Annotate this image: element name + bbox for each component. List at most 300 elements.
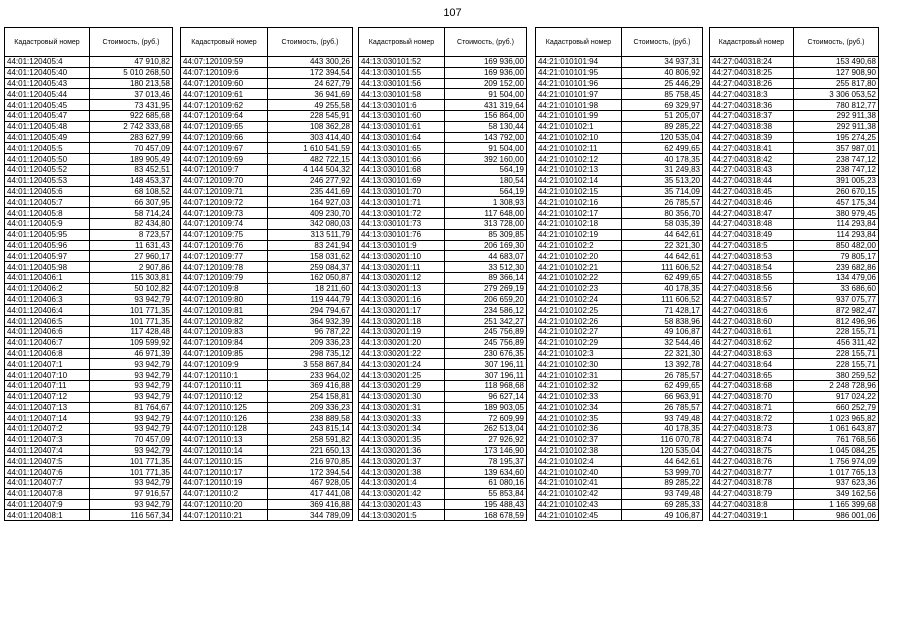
cadastral-number-cell: 44:21:010101:98 xyxy=(536,100,622,111)
cadastral-number-cell: 44:21:010102:14 xyxy=(536,175,622,186)
cadastral-number-cell: 44:01:120405:7 xyxy=(5,197,90,208)
table-row xyxy=(181,424,353,435)
cost-cell: 85 758,45 xyxy=(622,89,703,100)
cost-cell: 32 544,46 xyxy=(622,337,703,348)
cost-cell: 93 942,79 xyxy=(90,294,173,305)
cost-cell: 1 023 965,82 xyxy=(794,413,879,424)
header-cost: Стоимость, (руб.) xyxy=(794,28,879,57)
cost-cell: 228 155,71 xyxy=(794,326,879,337)
cadastral-number-cell: 44:07:120109:75 xyxy=(181,229,268,240)
cost-cell: 73 431,95 xyxy=(90,100,173,111)
cost-cell: 369 416,88 xyxy=(268,380,353,391)
table-row xyxy=(5,78,173,89)
table-row xyxy=(5,154,173,165)
cost-cell: 3 306 053,52 xyxy=(794,89,879,100)
cost-cell: 153 490,68 xyxy=(794,57,879,68)
table-row xyxy=(359,402,527,413)
cadastral-number-cell: 44:13:030201:13 xyxy=(359,283,445,294)
table-row xyxy=(359,326,527,337)
table-row xyxy=(181,197,353,208)
cadastral-table-2 xyxy=(180,27,353,521)
cadastral-number-cell: 44:21:010102:21 xyxy=(536,262,622,273)
cadastral-number-cell: 44:01:120407:6 xyxy=(5,467,90,478)
table-row xyxy=(710,132,879,143)
cost-cell: 83 241,94 xyxy=(268,240,353,251)
cost-cell: 1 165 399,68 xyxy=(794,499,879,510)
cadastral-number-cell: 44:13:030101:68 xyxy=(359,164,445,175)
table-row xyxy=(181,326,353,337)
table-row xyxy=(536,445,703,456)
table-row xyxy=(359,57,527,68)
table-row xyxy=(5,110,173,121)
table-row xyxy=(359,251,527,262)
cost-cell: 850 482,00 xyxy=(794,240,879,251)
cadastral-number-cell: 44:01:120406:6 xyxy=(5,326,90,337)
cadastral-number-cell: 44:27:040318:42 xyxy=(710,154,794,165)
cost-cell: 313 511,79 xyxy=(268,229,353,240)
cost-cell: 31 249,83 xyxy=(622,164,703,175)
cadastral-number-cell: 44:27:040318:3 xyxy=(710,89,794,100)
table-row xyxy=(710,67,879,78)
cost-cell: 172 394,54 xyxy=(268,67,353,78)
cost-cell: 457 175,34 xyxy=(794,197,879,208)
cadastral-number-cell: 44:21:010102:18 xyxy=(536,218,622,229)
table-row xyxy=(5,262,173,273)
cost-cell: 180 213,58 xyxy=(90,78,173,89)
cadastral-number-cell: 44:01:120408:1 xyxy=(5,510,90,521)
cost-cell: 68 108,52 xyxy=(90,186,173,197)
table-row xyxy=(536,499,703,510)
cadastral-number-cell: 44:01:120407:3 xyxy=(5,434,90,445)
cadastral-number-cell: 44:13:030101:72 xyxy=(359,208,445,219)
table-row xyxy=(5,402,173,413)
cost-cell: 283 627,99 xyxy=(90,132,173,143)
table-row xyxy=(710,251,879,262)
table-row xyxy=(710,121,879,132)
cadastral-number-cell: 44:07:120109:59 xyxy=(181,57,268,68)
table-row xyxy=(181,380,353,391)
cost-cell: 364 932,39 xyxy=(268,316,353,327)
cost-cell: 238 889,58 xyxy=(268,413,353,424)
cadastral-number-cell: 44:01:120405:49 xyxy=(5,132,90,143)
table-row xyxy=(536,67,703,78)
table-row xyxy=(359,164,527,175)
cadastral-number-cell: 44:13:030201:36 xyxy=(359,445,445,456)
cadastral-number-cell: 44:13:030201:30 xyxy=(359,391,445,402)
cadastral-number-cell: 44:13:030101:61 xyxy=(359,121,445,132)
cost-cell: 97 916,57 xyxy=(90,488,173,499)
table-row xyxy=(536,488,703,499)
table-row xyxy=(536,143,703,154)
table-row xyxy=(181,132,353,143)
cadastral-number-cell: 44:13:030201:17 xyxy=(359,305,445,316)
table-row xyxy=(5,305,173,316)
cost-cell: 96 627,14 xyxy=(445,391,527,402)
cadastral-number-cell: 44:27:040318:74 xyxy=(710,434,794,445)
table-row xyxy=(710,229,879,240)
cadastral-number-cell: 44:21:010102:19 xyxy=(536,229,622,240)
cadastral-number-cell: 44:27:040318:77 xyxy=(710,467,794,478)
cost-cell: 89 285,22 xyxy=(622,121,703,132)
table-row xyxy=(710,175,879,186)
cadastral-number-cell: 44:01:120407:13 xyxy=(5,402,90,413)
cost-cell: 5 010 268,50 xyxy=(90,67,173,78)
cost-cell: 93 942,79 xyxy=(90,499,173,510)
table-row xyxy=(536,262,703,273)
cadastral-number-cell: 44:27:040318:73 xyxy=(710,424,794,435)
cost-cell: 22 321,30 xyxy=(622,240,703,251)
cadastral-number-cell: 44:21:010102:40 xyxy=(536,467,622,478)
cadastral-number-cell: 44:07:120109:76 xyxy=(181,240,268,251)
table-row xyxy=(536,272,703,283)
cost-cell: 156 864,00 xyxy=(445,110,527,121)
table-row xyxy=(536,326,703,337)
cost-cell: 40 178,35 xyxy=(622,283,703,294)
table-row xyxy=(181,251,353,262)
table-row xyxy=(359,154,527,165)
cadastral-number-cell: 44:01:120406:7 xyxy=(5,337,90,348)
table-row xyxy=(359,262,527,273)
cadastral-number-cell: 44:07:120110:14 xyxy=(181,445,268,456)
cost-cell: 27 926,92 xyxy=(445,434,527,445)
table-row xyxy=(536,510,703,521)
cadastral-number-cell: 44:07:120110:12 xyxy=(181,391,268,402)
cost-cell: 93 942,79 xyxy=(90,380,173,391)
cost-cell: 228 155,71 xyxy=(794,348,879,359)
cadastral-number-cell: 44:21:010102:34 xyxy=(536,402,622,413)
table-row xyxy=(710,57,879,68)
cadastral-number-cell: 44:27:040318:53 xyxy=(710,251,794,262)
cadastral-number-cell: 44:01:120407:12 xyxy=(5,391,90,402)
table-row xyxy=(359,272,527,283)
cost-cell: 313 728,00 xyxy=(445,218,527,229)
cadastral-number-cell: 44:07:120109:71 xyxy=(181,186,268,197)
cadastral-number-cell: 44:27:040318:65 xyxy=(710,370,794,381)
table-row xyxy=(181,478,353,489)
table-row xyxy=(359,359,527,370)
table-row xyxy=(536,208,703,219)
cadastral-table-1 xyxy=(4,27,173,521)
cadastral-number-cell: 44:07:120109:80 xyxy=(181,294,268,305)
cadastral-number-cell: 44:27:040318:75 xyxy=(710,445,794,456)
cadastral-number-cell: 44:13:030101:60 xyxy=(359,110,445,121)
cadastral-number-cell: 44:27:040318:60 xyxy=(710,316,794,327)
cadastral-number-cell: 44:01:120407:9 xyxy=(5,499,90,510)
cadastral-number-cell: 44:21:010102:35 xyxy=(536,413,622,424)
table-row xyxy=(5,370,173,381)
cadastral-number-cell: 44:27:040318:61 xyxy=(710,326,794,337)
cadastral-number-cell: 44:21:010102:25 xyxy=(536,305,622,316)
table-row xyxy=(359,456,527,467)
cost-cell: 25 446,29 xyxy=(622,78,703,89)
cost-cell: 82 434,80 xyxy=(90,218,173,229)
cost-cell: 62 499,65 xyxy=(622,272,703,283)
cadastral-number-cell: 44:27:040318:64 xyxy=(710,359,794,370)
table-row xyxy=(5,445,173,456)
cadastral-number-cell: 44:27:040318:47 xyxy=(710,208,794,219)
cost-cell: 53 999,70 xyxy=(622,467,703,478)
table-row xyxy=(710,218,879,229)
cadastral-number-cell: 44:07:120109:61 xyxy=(181,89,268,100)
table-row xyxy=(710,208,879,219)
cadastral-number-cell: 44:13:030101:65 xyxy=(359,143,445,154)
cost-cell: 298 735,12 xyxy=(268,348,353,359)
table-row xyxy=(359,499,527,510)
table-row xyxy=(710,337,879,348)
table-row xyxy=(359,110,527,121)
cost-cell: 44 683,07 xyxy=(445,251,527,262)
table-row xyxy=(710,445,879,456)
cadastral-number-cell: 44:13:030201:24 xyxy=(359,359,445,370)
table-row xyxy=(536,359,703,370)
cost-cell: 380 979,45 xyxy=(794,208,879,219)
table-row xyxy=(710,283,879,294)
cost-cell: 216 970,85 xyxy=(268,456,353,467)
table-row xyxy=(181,100,353,111)
table-row xyxy=(359,240,527,251)
cadastral-number-cell: 44:21:010102:37 xyxy=(536,434,622,445)
cost-cell: 3 558 867,84 xyxy=(268,359,353,370)
cadastral-number-cell: 44:07:120109:81 xyxy=(181,305,268,316)
cost-cell: 409 230,70 xyxy=(268,208,353,219)
table-row xyxy=(710,402,879,413)
table-row xyxy=(181,467,353,478)
table-row xyxy=(5,197,173,208)
cost-cell: 85 309,85 xyxy=(445,229,527,240)
table-row xyxy=(710,100,879,111)
cadastral-number-cell: 44:13:030101:55 xyxy=(359,67,445,78)
cost-cell: 221 650,13 xyxy=(268,445,353,456)
cadastral-number-cell: 44:21:010101:96 xyxy=(536,78,622,89)
cadastral-number-cell: 44:01:120405:4 xyxy=(5,57,90,68)
cost-cell: 111 606,52 xyxy=(622,294,703,305)
cost-cell: 47 910,82 xyxy=(90,57,173,68)
cadastral-number-cell: 44:13:030101:6 xyxy=(359,100,445,111)
cadastral-number-cell: 44:13:030101:70 xyxy=(359,186,445,197)
cost-cell: 101 771,35 xyxy=(90,316,173,327)
cadastral-number-cell: 44:01:120405:95 xyxy=(5,229,90,240)
cost-cell: 238 747,12 xyxy=(794,164,879,175)
table-row xyxy=(710,326,879,337)
cost-cell: 169 936,00 xyxy=(445,67,527,78)
cost-cell: 37 013,46 xyxy=(90,89,173,100)
cost-cell: 235 441,69 xyxy=(268,186,353,197)
table-row xyxy=(359,175,527,186)
cadastral-number-cell: 44:21:010102:43 xyxy=(536,499,622,510)
cadastral-number-cell: 44:13:030201:35 xyxy=(359,434,445,445)
header-cadastral-number: Кадастровый номер xyxy=(710,28,794,57)
table-row xyxy=(359,488,527,499)
cost-cell: 254 158,81 xyxy=(268,391,353,402)
cadastral-number-cell: 44:13:030101:9 xyxy=(359,240,445,251)
cadastral-number-cell: 44:01:120407:14 xyxy=(5,413,90,424)
cadastral-number-cell: 44:07:120109:60 xyxy=(181,78,268,89)
table-row xyxy=(181,218,353,229)
table-row xyxy=(710,240,879,251)
cadastral-number-cell: 44:27:040318:76 xyxy=(710,456,794,467)
table-row xyxy=(536,305,703,316)
cost-cell: 660 252,79 xyxy=(794,402,879,413)
table-row xyxy=(359,294,527,305)
table-row xyxy=(5,132,173,143)
cadastral-number-cell: 44:07:120110:11 xyxy=(181,380,268,391)
table-row xyxy=(181,402,353,413)
table-row xyxy=(5,100,173,111)
table-row xyxy=(536,348,703,359)
cadastral-number-cell: 44:21:010102:13 xyxy=(536,164,622,175)
cadastral-number-cell: 44:27:040318:37 xyxy=(710,110,794,121)
cadastral-number-cell: 44:27:040318:46 xyxy=(710,197,794,208)
cost-cell: 344 789,09 xyxy=(268,510,353,521)
cadastral-number-cell: 44:27:040318:38 xyxy=(710,121,794,132)
table-row xyxy=(710,272,879,283)
cost-cell: 115 303,81 xyxy=(90,272,173,283)
cadastral-number-cell: 44:21:010102:45 xyxy=(536,510,622,521)
cost-cell: 1 017 765,13 xyxy=(794,467,879,478)
cost-cell: 116 070,78 xyxy=(622,434,703,445)
cadastral-number-cell: 44:27:040318:8 xyxy=(710,499,794,510)
table-row xyxy=(181,89,353,100)
table-row xyxy=(181,175,353,186)
cost-cell: 34 937,31 xyxy=(622,57,703,68)
cost-cell: 117 648,00 xyxy=(445,208,527,219)
table-row xyxy=(5,359,173,370)
cost-cell: 349 162,56 xyxy=(794,488,879,499)
cadastral-number-cell: 44:13:030201:4 xyxy=(359,478,445,489)
cost-cell: 44 642,61 xyxy=(622,229,703,240)
cadastral-number-cell: 44:13:030101:56 xyxy=(359,78,445,89)
cadastral-number-cell: 44:21:010102:30 xyxy=(536,359,622,370)
cadastral-number-cell: 44:27:040318:72 xyxy=(710,413,794,424)
cadastral-number-cell: 44:27:040318:44 xyxy=(710,175,794,186)
cost-cell: 303 414,40 xyxy=(268,132,353,143)
table-row xyxy=(181,337,353,348)
table-row xyxy=(536,370,703,381)
cost-cell: 2 248 728,96 xyxy=(794,380,879,391)
table-row xyxy=(5,294,173,305)
table-row xyxy=(710,359,879,370)
table-row xyxy=(359,186,527,197)
cost-cell: 255 817,80 xyxy=(794,78,879,89)
cost-cell: 1 061 643,87 xyxy=(794,424,879,435)
cost-cell: 13 392,78 xyxy=(622,359,703,370)
table-row xyxy=(5,57,173,68)
cost-cell: 243 815,14 xyxy=(268,424,353,435)
cadastral-number-cell: 44:07:120110:1 xyxy=(181,370,268,381)
cadastral-number-cell: 44:07:120109:8 xyxy=(181,283,268,294)
cadastral-number-cell: 44:07:120109:70 xyxy=(181,175,268,186)
cost-cell: 228 545,91 xyxy=(268,110,353,121)
table-row xyxy=(181,110,353,121)
table-row xyxy=(536,100,703,111)
cost-cell: 230 676,35 xyxy=(445,348,527,359)
table-row xyxy=(359,67,527,78)
table-row xyxy=(710,380,879,391)
cadastral-number-cell: 44:27:040318:24 xyxy=(710,57,794,68)
header-cadastral-number: Кадастровый номер xyxy=(359,28,445,57)
cadastral-number-cell: 44:07:120109:78 xyxy=(181,262,268,273)
table-row xyxy=(536,316,703,327)
cadastral-number-cell: 44:07:120110:21 xyxy=(181,510,268,521)
cadastral-number-cell: 44:21:010101:99 xyxy=(536,110,622,121)
cost-cell: 93 749,48 xyxy=(622,413,703,424)
cadastral-number-cell: 44:13:030201:19 xyxy=(359,326,445,337)
cadastral-number-cell: 44:13:030201:29 xyxy=(359,380,445,391)
cadastral-number-cell: 44:07:120110:125 xyxy=(181,402,268,413)
cadastral-number-cell: 44:07:120109:85 xyxy=(181,348,268,359)
cadastral-number-cell: 44:21:010102:12 xyxy=(536,154,622,165)
cadastral-number-cell: 44:07:120109:79 xyxy=(181,272,268,283)
cadastral-number-cell: 44:27:040319:1 xyxy=(710,510,794,521)
cadastral-number-cell: 44:01:120405:9 xyxy=(5,218,90,229)
table-row xyxy=(181,78,353,89)
cost-cell: 26 785,57 xyxy=(622,402,703,413)
cost-cell: 937 075,77 xyxy=(794,294,879,305)
cadastral-number-cell: 44:01:120405:52 xyxy=(5,164,90,175)
cost-cell: 180,54 xyxy=(445,175,527,186)
cost-cell: 50 102,82 xyxy=(90,283,173,294)
table-row xyxy=(536,456,703,467)
cost-cell: 173 146,90 xyxy=(445,445,527,456)
table-row xyxy=(359,316,527,327)
table-row xyxy=(359,218,527,229)
table-row xyxy=(710,143,879,154)
cadastral-number-cell: 44:13:030201:33 xyxy=(359,413,445,424)
table-row xyxy=(359,445,527,456)
cadastral-number-cell: 44:21:010102:41 xyxy=(536,478,622,489)
cost-cell: 108 362,28 xyxy=(268,121,353,132)
cadastral-number-cell: 44:21:010102:2 xyxy=(536,240,622,251)
cost-cell: 93 942,79 xyxy=(90,391,173,402)
table-row xyxy=(181,164,353,175)
table-row xyxy=(710,391,879,402)
cost-cell: 780 812,77 xyxy=(794,100,879,111)
cadastral-number-cell: 44:21:010102:17 xyxy=(536,208,622,219)
cadastral-number-cell: 44:07:120110:128 xyxy=(181,424,268,435)
cadastral-number-cell: 44:27:040318:41 xyxy=(710,143,794,154)
cadastral-number-cell: 44:27:040318:62 xyxy=(710,337,794,348)
table-row xyxy=(536,467,703,478)
table-row xyxy=(536,380,703,391)
table-row xyxy=(181,413,353,424)
cost-cell: 456 311,42 xyxy=(794,337,879,348)
table-row xyxy=(359,100,527,111)
cost-cell: 209 336,23 xyxy=(268,402,353,413)
cadastral-number-cell: 44:27:040318:55 xyxy=(710,272,794,283)
cost-cell: 986 001,06 xyxy=(794,510,879,521)
cadastral-number-cell: 44:01:120405:8 xyxy=(5,208,90,219)
cost-cell: 55 853,84 xyxy=(445,488,527,499)
cadastral-number-cell: 44:07:120110:17 xyxy=(181,467,268,478)
cadastral-number-cell: 44:21:010102:20 xyxy=(536,251,622,262)
cost-cell: 18 211,60 xyxy=(268,283,353,294)
table-row xyxy=(5,240,173,251)
cadastral-number-cell: 44:21:010102:38 xyxy=(536,445,622,456)
table-row xyxy=(710,186,879,197)
table-row xyxy=(5,218,173,229)
cost-cell: 35 714,09 xyxy=(622,186,703,197)
cadastral-number-cell: 44:01:120405:44 xyxy=(5,89,90,100)
cost-cell: 40 178,35 xyxy=(622,154,703,165)
cost-cell: 62 499,65 xyxy=(622,380,703,391)
cadastral-number-cell: 44:27:040318:48 xyxy=(710,218,794,229)
table-row xyxy=(536,57,703,68)
cost-cell: 195 274,25 xyxy=(794,132,879,143)
cadastral-number-cell: 44:21:010101:94 xyxy=(536,57,622,68)
cadastral-number-cell: 44:07:120109:84 xyxy=(181,337,268,348)
cost-cell: 443 300,26 xyxy=(268,57,353,68)
cost-cell: 27 960,17 xyxy=(90,251,173,262)
